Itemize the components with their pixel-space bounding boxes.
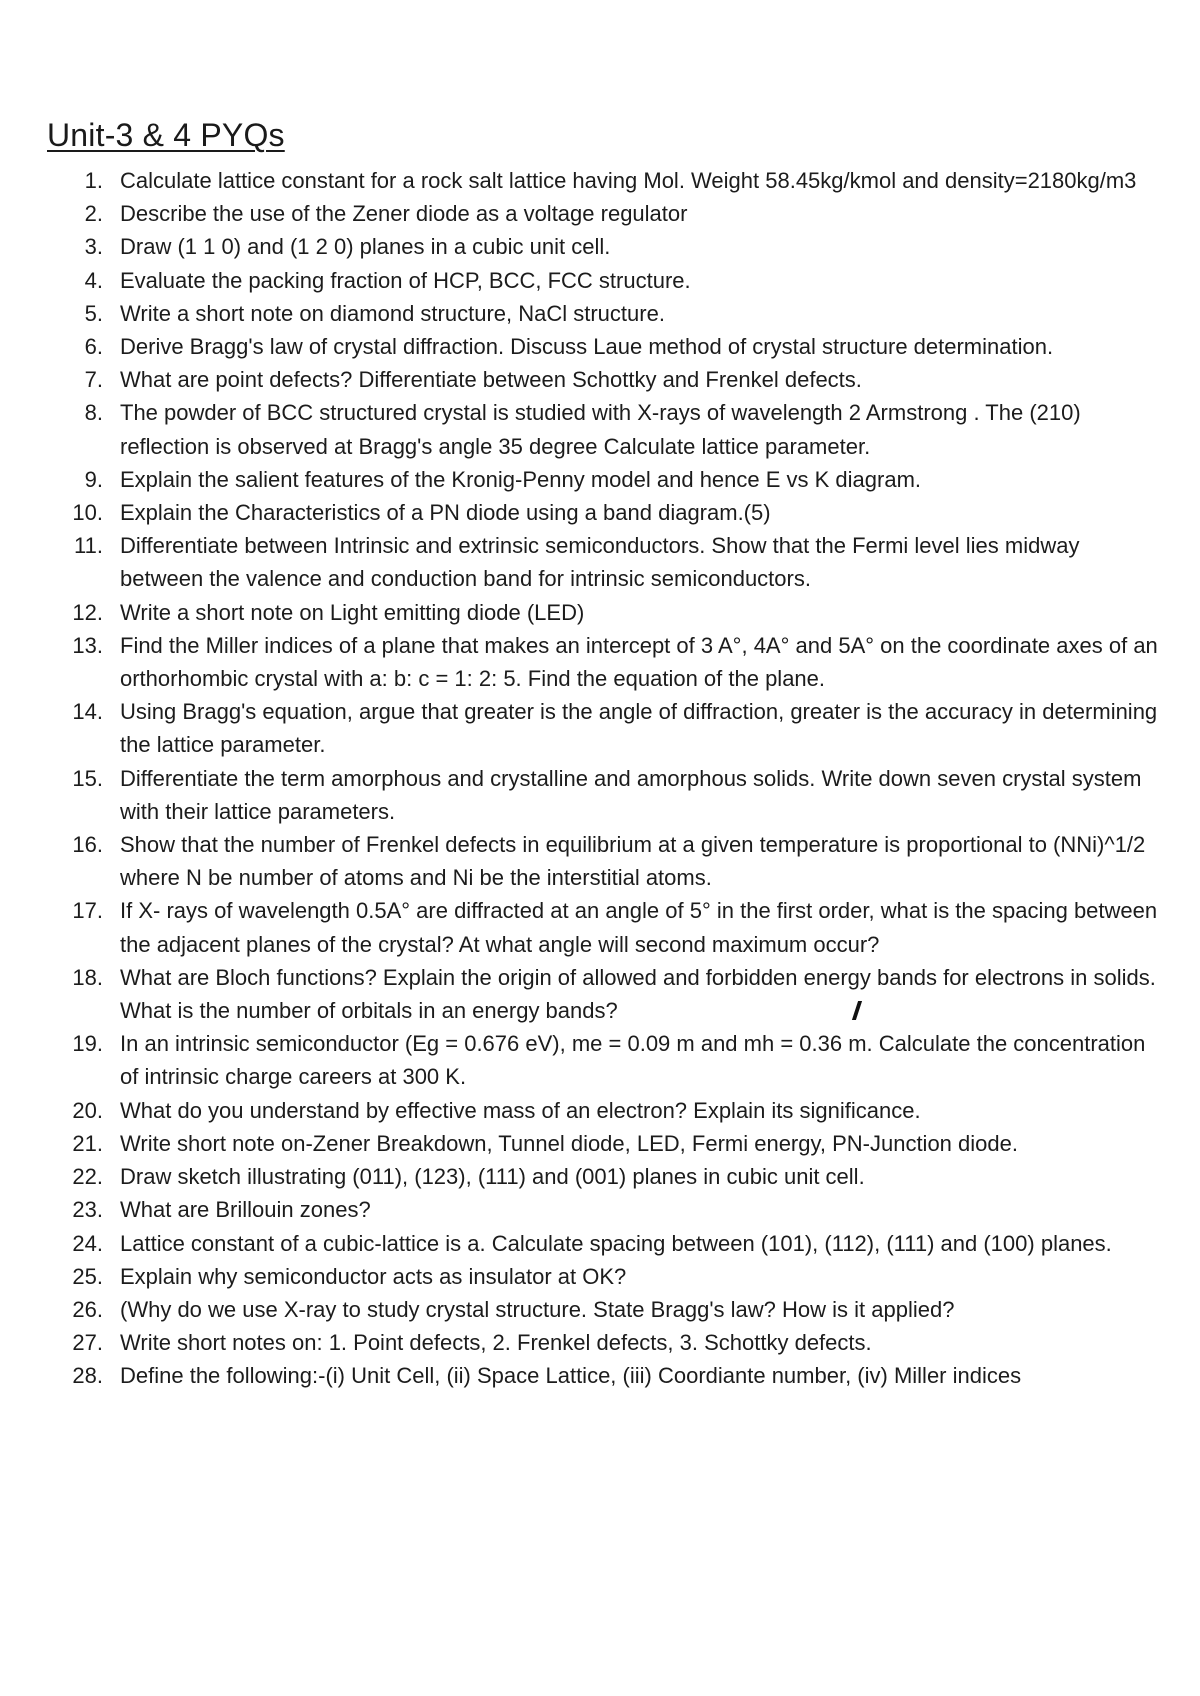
question-item — [0, 894, 1200, 960]
question-item — [0, 695, 1200, 761]
question-text: Lattice constant of a cubic-lattice is a. Calculate spacing between (101), (112), (111) and (100) planes. — [120, 1230, 1112, 1256]
question-text: What are point defects? Differentiate between Schottky and Frenkel defects. — [120, 367, 862, 393]
question-item — [0, 230, 1200, 263]
question-text: Describe the use of the Zener diode as a voltage regulator — [120, 201, 688, 227]
question-number: 18. — [72, 964, 103, 990]
question-number: 13. — [72, 632, 103, 658]
question-number: 15. — [72, 765, 103, 791]
question-item — [0, 330, 1200, 363]
question-text: Explain why semiconductor acts as insulator at OK? — [120, 1263, 627, 1289]
question-number: 4. — [84, 267, 103, 293]
question-text: The powder of BCC structured crystal is studied with X-rays of wavelength 2 Armstrong . The (210) reflection is observed at Bragg's angle 35 degree Calculate lattice parameter. — [120, 400, 1081, 459]
question-number: 20. — [72, 1097, 103, 1123]
question-number: 10. — [72, 500, 103, 526]
question-number: 1. — [84, 168, 103, 193]
question-text: What do you understand by effective mass of an electron? Explain its significance. — [120, 1097, 921, 1123]
question-number: 6. — [84, 334, 103, 360]
question-text: Evaluate the packing fraction of HCP, BCC, FCC structure. — [120, 267, 691, 293]
question-text: Differentiate between Intrinsic and extrinsic semiconductors. Show that the Fermi level lies midway between the valence and conduction band for intrinsic semiconductors. — [120, 533, 1080, 592]
question-text: Show that the number of Frenkel defects in equilibrium at a given temperature is proportional to (NNi)^1/2 where N be number of atoms and Ni be the interstitial atoms. — [120, 832, 1146, 891]
question-number: 14. — [72, 699, 103, 725]
question-item — [0, 1359, 1200, 1392]
question-text: Define the following:-(i) Unit Cell, (ii) Space Lattice, (iii) Coordiante number, (iv) Miller indices — [120, 1363, 1022, 1389]
question-number: 23. — [72, 1197, 103, 1223]
question-item — [0, 1227, 1200, 1260]
question-item — [0, 363, 1200, 396]
question-number: 28. — [72, 1363, 103, 1389]
question-number: 9. — [84, 466, 103, 492]
question-text: Write a short note on diamond structure, NaCl structure. — [120, 300, 665, 326]
question-number: 22. — [72, 1164, 103, 1190]
question-text: Using Bragg's equation, argue that greater is the angle of diffraction, greater is the accuracy in determining the lattice parameter. — [120, 699, 1158, 758]
question-number: 27. — [72, 1330, 103, 1356]
question-item — [0, 1127, 1200, 1160]
question-item — [0, 961, 1200, 1027]
question-item — [0, 629, 1200, 695]
question-item — [0, 1193, 1200, 1226]
question-number: 5. — [84, 300, 103, 326]
question-number: 16. — [72, 832, 103, 858]
question-item — [0, 1326, 1200, 1359]
question-item — [0, 164, 1200, 197]
question-number: 7. — [84, 367, 103, 393]
question-number: 26. — [72, 1296, 103, 1322]
question-text: Draw sketch illustrating (011), (123), (111) and (001) planes in cubic unit cell. — [120, 1164, 865, 1190]
question-number: 17. — [72, 898, 103, 924]
question-number: 12. — [72, 599, 103, 625]
question-text: Write short notes on: 1. Point defects, 2. Frenkel defects, 3. Schottky defects. — [120, 1330, 872, 1356]
question-number: 8. — [84, 400, 103, 426]
question-item — [0, 1260, 1200, 1293]
question-text: Draw (1 1 0) and (1 2 0) planes in a cubic unit cell. — [120, 234, 611, 260]
question-text: Write short note on-Zener Breakdown, Tunnel diode, LED, Fermi energy, PN-Junction diode. — [120, 1130, 1018, 1156]
question-text: Explain the salient features of the Kronig-Penny model and hence E vs K diagram. — [120, 466, 922, 492]
question-item — [0, 1027, 1200, 1093]
question-number: 11. — [74, 533, 103, 559]
question-text: What are Bloch functions? Explain the origin of allowed and forbidden energy bands for electrons in solids. What is the number of orbitals in an energy bands? — [120, 964, 1156, 1024]
question-number: 3. — [84, 234, 103, 260]
question-text: In an intrinsic semiconductor (Eg = 0.676 eV), me = 0.09 m and mh = 0.36 m. Calculate the concentration of intrinsic charge careers at 300 K. — [120, 1031, 1146, 1090]
page-title: Unit-3 & 4 PYQs — [47, 117, 285, 153]
question-item — [0, 297, 1200, 330]
question-item — [0, 463, 1200, 496]
question-text: Differentiate the term amorphous and crystalline and amorphous solids. Write down seven crystal system with their lattice parameters. — [120, 765, 1142, 824]
question-number: 2. — [84, 201, 103, 227]
question-item — [0, 596, 1200, 629]
question-text: Find the Miller indices of a plane that makes an intercept of 3 A°, 4A° and 5A° on the coordinate axes of an orthorhombic crystal with a: b: c = 1: 2: 5. Find the equation of the plane. — [120, 632, 1158, 692]
question-item — [0, 264, 1200, 297]
question-number: 19. — [72, 1031, 103, 1057]
question-item — [0, 828, 1200, 894]
question-item — [0, 197, 1200, 230]
question-number: 21. — [72, 1130, 103, 1156]
question-text: Derive Bragg's law of crystal diffraction. Discuss Laue method of crystal structure determination. — [120, 334, 1054, 360]
question-list — [0, 164, 1200, 1393]
question-text: If X- rays of wavelength 0.5A° are diffracted at an angle of 5° in the first order, what is the spacing between the adjacent planes of the crystal? At what angle will second maximum occur? — [120, 898, 1158, 957]
question-text: Calculate lattice constant for a rock salt lattice having Mol. Weight 58.45kg/kmol and density=2180kg/m3 — [120, 168, 1137, 193]
question-item — [0, 1094, 1200, 1127]
question-item — [0, 529, 1200, 595]
question-number: 25. — [72, 1263, 103, 1289]
question-number: 24. — [72, 1230, 103, 1256]
question-item — [0, 496, 1200, 529]
question-text: Explain the Characteristics of a PN diode using a band diagram.(5) — [120, 500, 771, 526]
question-item — [0, 1293, 1200, 1326]
question-text: (Why do we use X-ray to study crystal structure. State Bragg's law? How is it applied? — [120, 1296, 955, 1322]
question-text: What are Brillouin zones? — [120, 1197, 371, 1223]
question-item — [0, 762, 1200, 828]
question-text: Write a short note on Light emitting diode (LED) — [120, 599, 585, 625]
question-item — [0, 1160, 1200, 1193]
question-item — [0, 396, 1200, 462]
